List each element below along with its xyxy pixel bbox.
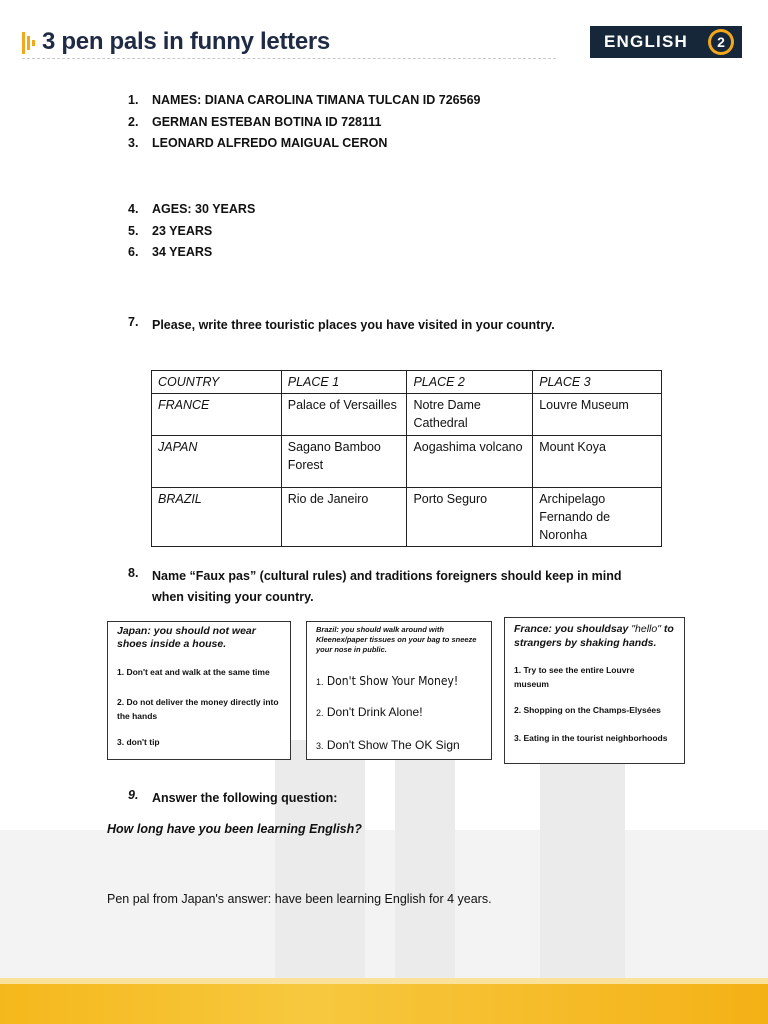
item-number: 3. [316,741,324,751]
brazil-item [316,738,460,752]
item-number: 1. [128,93,139,107]
table-cell: Palace of Versailles [281,394,407,436]
level-badge [590,26,742,58]
table-cell: Notre Dame Cathedral [407,394,533,436]
table-row [152,436,662,488]
heading-quote: "hello" [631,623,661,635]
places-table [151,370,662,547]
table-cell: Aogashima volcano [407,436,533,488]
item-text: Don't Show Your Money! [326,674,459,688]
item-text: Don't Drink Alone! [326,705,423,719]
table-cell: BRAZIL [152,488,282,547]
item-text: 34 YEARS [152,245,213,259]
header-divider [22,58,556,59]
table-cell: Archipelago Fernando de Noronha [533,488,662,547]
answer-text: Pen pal from Japan's answer: have been learning English for 4 years. [107,892,492,906]
table-cell: JAPAN [152,436,282,488]
item-number: 6. [128,245,139,259]
question-number: 7. [128,315,139,329]
brazil-item [316,705,423,719]
ages-list [0,202,768,267]
list-item [0,245,768,267]
table-cell: Sagano Bamboo Forest [281,436,407,488]
item-text: GERMAN ESTEBAN BOTINA ID 728111 [152,114,382,129]
heading-part: say [610,623,632,635]
table-cell: FRANCE [152,394,282,436]
followup-question: How long have you been learning English? [107,822,362,836]
japan-item: 3. don't tip [117,737,160,747]
heading-part: to strangers by shaking hands. [514,623,674,649]
faux-pas-japan-box [107,621,291,760]
item-number: 2. [128,114,139,129]
item-number: 1. [316,677,324,687]
watermark-shape [275,740,365,980]
item-text: Don't Show The OK Sign [326,738,460,752]
france-heading [514,622,680,650]
france-item: 3. Eating in the tourist neighborhoods [514,733,668,743]
table-cell: Louvre Museum [533,394,662,436]
table-row [152,488,662,547]
list-item [0,93,768,115]
footer-bar [0,984,768,1024]
table-header-row [152,371,662,394]
column-header: PLACE 1 [281,371,407,394]
badge-level: 2 [711,32,731,52]
question-8-text: Name “Faux pas” (cultural rules) and traditions foreigners should keep in mind when visiting your country. [152,569,622,604]
question-number: 9. [128,788,139,802]
question-number: 8. [128,566,139,580]
column-header: COUNTRY [152,371,282,394]
list-item [0,115,768,137]
table-row [152,394,662,436]
item-number: 2. [316,708,324,718]
faux-pas-brazil-box [306,621,492,760]
column-header: PLACE 2 [407,371,533,394]
heading-part: France: you should [514,623,611,635]
names-list [0,93,768,158]
page-title: 3 pen pals in funny letters [42,28,330,55]
table-cell: Mount Koya [533,436,662,488]
item-text: AGES: 30 YEARS [152,202,256,216]
japan-heading: Japan: you should not wear shoes inside a house. [117,625,256,650]
table-cell: Porto Seguro [407,488,533,547]
document-header [22,26,562,60]
brazil-item [316,674,458,688]
watermark-shape [395,740,455,980]
item-number: 5. [128,223,139,238]
badge-label: ENGLISH [604,32,688,51]
list-item [0,224,768,246]
question-9-text: Answer the following question: [152,791,338,805]
japan-item: 1. Don't eat and walk at the same time [117,667,270,677]
list-item [0,202,768,224]
brazil-heading: Brazil: you should walk around with Kleenex/paper tissues on your bag to sneeze your nose in public. [316,625,477,654]
list-item [0,136,768,158]
item-number: 4. [128,202,139,216]
item-text: 23 YEARS [152,223,213,238]
level-circle [708,29,734,55]
item-number: 3. [128,136,139,150]
question-7-text: Please, write three touristic places you have visited in your country. [152,318,555,332]
table-cell: Rio de Janeiro [281,488,407,547]
column-header: PLACE 3 [533,371,662,394]
faux-pas-france-box [504,617,685,764]
logo-bars-icon [22,30,38,56]
item-text: LEONARD ALFREDO MAIGUAL CERON [152,136,388,150]
item-text: NAMES: DIANA CAROLINA TIMANA TULCAN ID 726569 [152,93,481,107]
japan-item: 2. Do not deliver the money directly into the hands [117,697,279,721]
france-item: 1. Try to see the entire Louvre museum [514,665,635,689]
france-item: 2. Shopping on the Champs-Elysées [514,705,661,715]
